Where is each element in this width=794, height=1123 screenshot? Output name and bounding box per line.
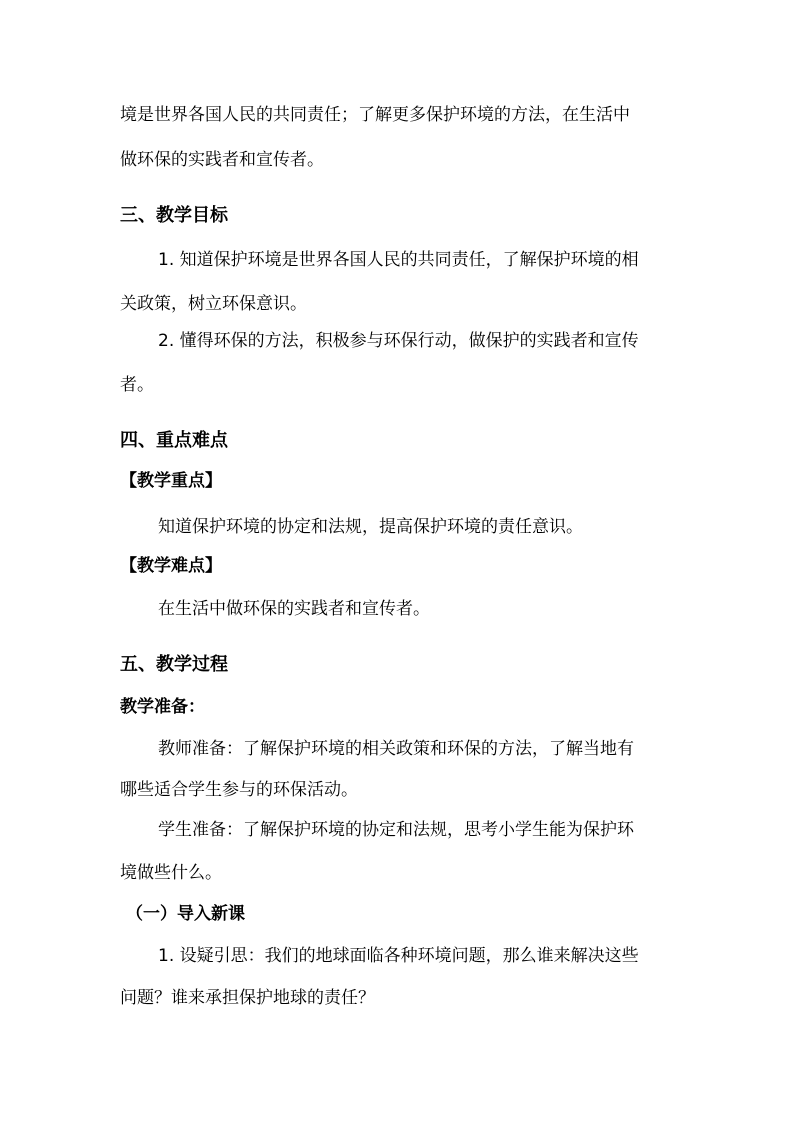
- objective-2-line-2: 者。: [120, 375, 154, 395]
- objective-1-line-1: 1. 知道保护环境是世界各国人民的共同责任，了解保护环境的相: [158, 250, 639, 270]
- difficulty-text: 在生活中做环保的实践者和宣传者。: [158, 599, 430, 619]
- preparation-label: 教学准备：: [120, 697, 205, 717]
- teacher-prep-line-1: 教师准备：了解保护环境的相关政策和环保的方法，了解当地有: [158, 739, 634, 759]
- intro-line-2: 做环保的实践者和宣传者。: [120, 150, 324, 170]
- student-prep-line-2: 境做些什么。: [120, 863, 222, 883]
- student-prep-line-1: 学生准备：了解保护环境的协定和法规，思考小学生能为保护环: [158, 820, 634, 840]
- step-1-line-2: 问题？谁来承担保护地球的责任？: [120, 988, 375, 1008]
- intro-line-1: 境是世界各国人民的共同责任；了解更多保护环境的方法，在生活中: [120, 105, 630, 125]
- key-point-text: 知道保护环境的协定和法规，提高保护环境的责任意识。: [158, 517, 583, 537]
- objective-1-line-2: 关政策，树立环保意识。: [120, 294, 307, 314]
- objective-2-line-1: 2. 懂得环保的方法，积极参与环保行动，做保护的实践者和宣传: [158, 331, 639, 351]
- section-title-key-points: 四、重点难点: [120, 430, 228, 451]
- section-title-process: 五、教学过程: [120, 654, 228, 675]
- teacher-prep-line-2: 哪些适合学生参与的环保活动。: [120, 780, 358, 800]
- section-title-objectives: 三、教学目标: [120, 205, 228, 226]
- step-1-line-1: 1. 设疑引思：我们的地球面临各种环境问题，那么谁来解决这些: [158, 946, 639, 966]
- subsection-title-intro: （一）导入新课: [126, 904, 245, 924]
- key-point-label: 【教学重点】: [120, 471, 222, 491]
- difficulty-label: 【教学难点】: [120, 556, 222, 576]
